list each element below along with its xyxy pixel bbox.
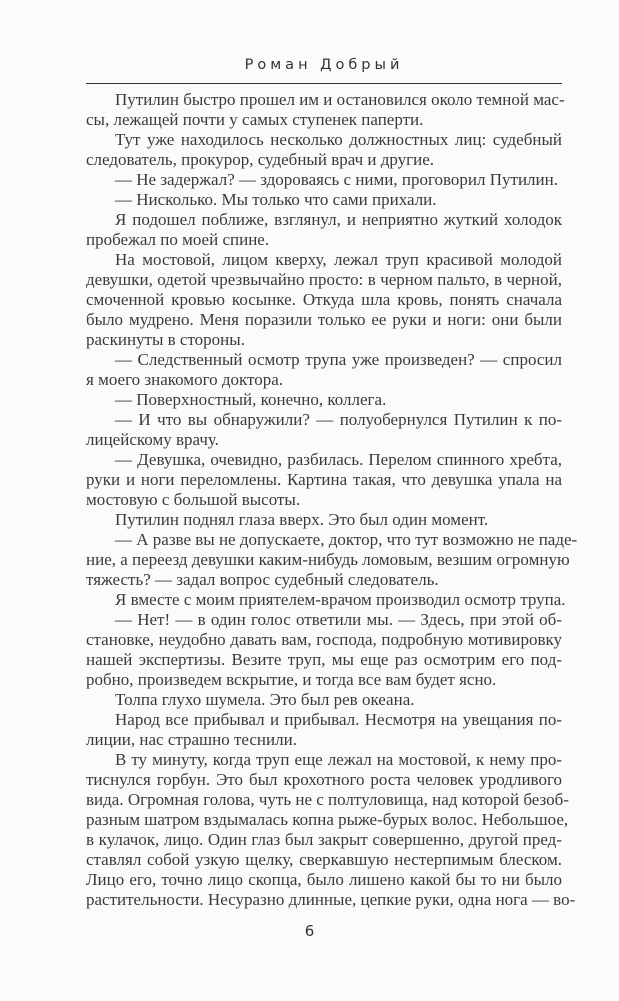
text-line: следователь, прокурор, судебный врач и другие. <box>86 150 435 169</box>
text-line: — Следственный осмотр трупа уже произведен? — спросил <box>115 350 562 369</box>
text-line: — Девушка, очевидно, разбилась. Перелом спинного хребта, <box>115 450 562 469</box>
paragraph <box>86 510 562 530</box>
text-line: В ту минуту, когда труп еще лежал на мостовой, к нему про- <box>115 750 562 769</box>
text-line: Путилин поднял глаза вверх. Это был один момент. <box>115 510 489 529</box>
text-line: тиснулся горбун. Это был крохотного роста человек уродливого <box>86 770 562 789</box>
paragraph <box>86 390 562 410</box>
text-line: смоченной кровью косынке. Откуда шла кровь, понять сначала <box>86 290 562 309</box>
page-number: 6 <box>304 922 315 940</box>
text-line: ставлял собой узкую щелку, сверкавшую нестерпимым блеском. <box>86 850 562 869</box>
text-line: — А разве вы не допускаете, доктор, что тут возможно не паде- <box>115 530 578 549</box>
text-line: робно, произведем вскрытие, и тогда все вам будет ясно. <box>86 670 497 689</box>
paragraph <box>86 90 565 130</box>
text-line: На мостовой, лицом кверху, лежал труп красивой молодой <box>115 250 562 269</box>
paragraph <box>86 170 562 190</box>
paragraph <box>86 410 562 450</box>
text-line: сы, лежащей почти у самых ступенек паперти. <box>86 110 424 129</box>
paragraph <box>86 590 566 610</box>
text-line: мостовую с большой высоты. <box>86 490 301 509</box>
text-line: — Нет! — в один голос ответили мы. — Здесь, при этой об- <box>115 610 562 629</box>
text-line: тяжесть? — задал вопрос судебный следователь. <box>86 570 439 589</box>
text-line: — Нисколько. Мы только что сами прихали. <box>115 190 437 209</box>
text-line: растительности. Несуразно длинные, цепкие руки, одна нога — во- <box>86 890 576 909</box>
paragraph <box>86 130 562 170</box>
paragraph <box>86 710 562 750</box>
paragraph <box>86 210 562 250</box>
text-line: — Не задержал? — здороваясь с ними, проговорил Путилин. <box>115 170 558 189</box>
paragraph <box>86 350 562 390</box>
text-line: становке, неудобно давать вам, господа, подробную мотивировку <box>86 630 562 649</box>
text-line: Путилин быстро прошел им и остановился около темной мас- <box>115 90 565 109</box>
paragraph <box>86 530 578 590</box>
text-line: руки и ноги переломлены. Картина такая, что девушка упала на <box>86 470 562 489</box>
text-line: — Поверхностный, конечно, коллега. <box>115 390 387 409</box>
paragraph <box>86 690 562 710</box>
text-line: Толпа глухо шумела. Это был рев океана. <box>115 690 415 709</box>
page-body <box>86 90 578 910</box>
text-line: — И что вы обнаружили? — полуобернулся Путилин к по- <box>115 410 562 429</box>
text-line: Лицо его, точно лицо скопца, было лишено какой бы то ни было <box>86 870 562 889</box>
paragraph <box>86 190 562 210</box>
paragraph <box>86 450 562 510</box>
text-line: было мудрено. Меня поразили только ее руки и ноги: они были <box>86 310 562 329</box>
text-line: в кулачок, лицо. Один глаз был закрыт совершенно, другой пред- <box>86 830 562 849</box>
text-line: лиции, нас страшно теснили. <box>86 730 297 749</box>
text-line: вида. Огромная голова, чуть не с полтуловища, над которой безоб- <box>86 790 569 809</box>
text-line: Я вместе с моим приятелем-врачом производил осмотр трупа. <box>115 590 566 609</box>
text-line: я моего знакомого доктора. <box>86 370 284 389</box>
paragraph <box>86 250 562 350</box>
paragraph <box>86 610 562 690</box>
header-rule <box>86 83 562 84</box>
text-line: девушки, одетой чрезвычайно просто: в черном пальто, в черной, <box>86 270 562 289</box>
text-line: раскинуты в стороны. <box>86 330 245 349</box>
text-line: пробежал по моей спине. <box>86 230 270 249</box>
text-line: нашей экспертизы. Везите труп, мы еще раз осмотрим его под- <box>86 650 562 669</box>
paragraph <box>86 750 576 910</box>
text-line: Я подошел поближе, взглянул, и неприятно жуткий холодок <box>115 210 562 229</box>
text-line: лицейскому врачу. <box>86 430 219 449</box>
text-line: ние, а переезд девушки каким-нибудь ломовым, везшим огромную <box>86 550 570 569</box>
text-line: Народ все прибывал и прибывал. Несмотря на увещания по- <box>115 710 562 729</box>
running-header: Роман Добрый <box>244 57 404 73</box>
text-line: Тут уже находилось несколько должностных лиц: судебный <box>115 130 562 149</box>
text-line: разным шатром вздымалась копна рыже-бурых волос. Небольшое, <box>86 810 569 829</box>
